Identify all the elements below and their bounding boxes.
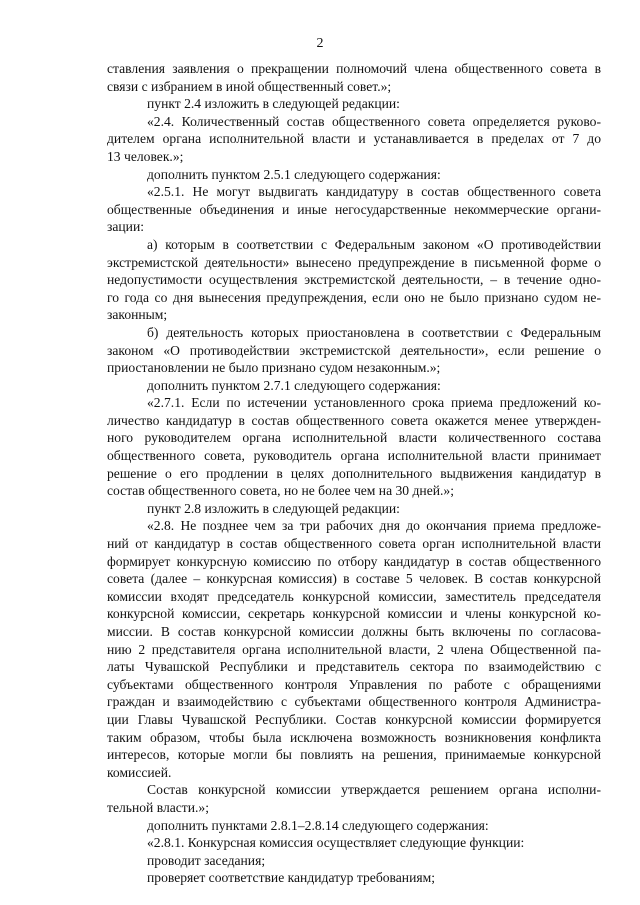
document-body (107, 60, 601, 887)
text-line: дополнить пунктом 2.7.1 следующего содержания: (147, 377, 441, 393)
text-line: а) которым в соответствии с Федеральным законом «О противодействии (147, 236, 601, 252)
text-line: Состав конкурсной комиссии утверждается решением органа исполни- (147, 782, 601, 798)
text-line: пункт 2.4 изложить в следующей редакции: (147, 96, 400, 112)
text-line: латы Чувашской Республики и представитель сектора по взаимодействию с (107, 659, 601, 675)
text-line: дополнить пунктом 2.5.1 следующего содержания: (147, 166, 441, 182)
text-line: личество кандидатур в состав общественного совета окажется менее утвержден- (107, 412, 601, 428)
text-line: связи с избранием в иной общественный совет.»; (107, 78, 392, 94)
text-line: субъектами общественного контроля Управления по работе с обращениями (107, 676, 601, 692)
text-line: недопустимости осуществления экстремистской деятельности, – в течение одно- (107, 272, 601, 288)
text-line: «2.8. Не позднее чем за три рабочих дня до окончания приема предложе- (147, 518, 601, 534)
text-line: нию 2 представителя органа исполнительной власти, 2 члена Общественной па- (107, 641, 601, 657)
text-line: интересов, которые могли бы повлиять на решения, принимаемые конкурсной (107, 747, 601, 763)
text-line: миссии. В состав конкурсной комиссии должны быть включены по согласова- (107, 624, 601, 639)
text-line: общественного совета, руководитель органа исполнительной власти принимает (107, 448, 601, 464)
text-line: таким образом, чтобы была исключена возможность возникновения конфликта (107, 729, 601, 745)
text-line: формирует конкурсную комиссию по отбору кандидатур в состав общественного (107, 553, 601, 569)
text-line: зации: (107, 219, 145, 235)
text-line: пункт 2.8 изложить в следующей редакции: (147, 500, 400, 516)
text-line: решение о его продлении в целях дополнительного выдвижения кандидатур в (107, 465, 601, 481)
text-line: дополнить пунктами 2.8.1–2.8.14 следующего содержания: (147, 817, 489, 833)
text-line: «2.5.1. Не могут выдвигать кандидатуру в состав общественного совета (147, 184, 601, 200)
page-number: 2 (316, 36, 324, 51)
text-line: тельной власти.»; (107, 799, 209, 815)
text-line: совета (далее – конкурсная комиссия) в составе 5 человек. В состав конкурсной (107, 571, 601, 587)
text-line: «2.7.1. Если по истечении установленного срока приема предложений ко- (147, 395, 601, 411)
text-line: законом «О противодействии экстремистской деятельности», если решение о (107, 342, 601, 358)
text-line: комиссией. (107, 764, 172, 780)
text-line: конкурсной комиссии, секретарь конкурсной комиссии и члены конкурсной ко- (107, 606, 601, 622)
text-line: граждан и взаимодействию с субъектами общественного контроля Администра- (107, 694, 601, 710)
text-line: «2.8.1. Конкурсная комиссия осуществляет следующие функции: (147, 835, 525, 851)
text-line: экстремистской деятельности» вынесено предупреждение в письменной форме о (107, 254, 601, 270)
text-line: дителем органа исполнительной власти и устанавливается в пределах от 7 до (107, 131, 601, 147)
text-line: б) деятельность которых приостановлена в соответствии с Федеральным (147, 324, 601, 340)
text-line: состав общественного совета, но не более чем на 30 дней.»; (107, 483, 454, 499)
text-line: проводит заседания; (147, 852, 266, 868)
text-line: ции Главы Чувашской Республики. Состав конкурсной комиссии формируется (107, 711, 601, 727)
text-line: законным; (107, 307, 168, 323)
text-line: проверяет соответствие кандидатур требованиям; (147, 870, 435, 886)
text-line: го года со дня вынесения предупреждения, если оно не было признано судом не- (107, 289, 601, 305)
text-line: комиссии входят председатель конкурсной комиссии, заместитель председателя (107, 588, 601, 604)
text-line: «2.4. Количественный состав общественного совета определяется руково- (147, 113, 601, 129)
text-line: ний от кандидатур в состав общественного совета орган исполнительной власти (107, 536, 601, 552)
text-line: 13 человек.»; (107, 148, 184, 164)
text-line: ставления заявления о прекращении полномочий члена общественного совета в (107, 61, 601, 76)
text-line: приостановлении не было признано судом незаконным.»; (107, 360, 441, 376)
text-line: общественные объединения и иные негосударственные некоммерческие органи- (107, 201, 601, 217)
text-line: ного руководителем органа исполнительной власти количественного состава (107, 430, 601, 446)
